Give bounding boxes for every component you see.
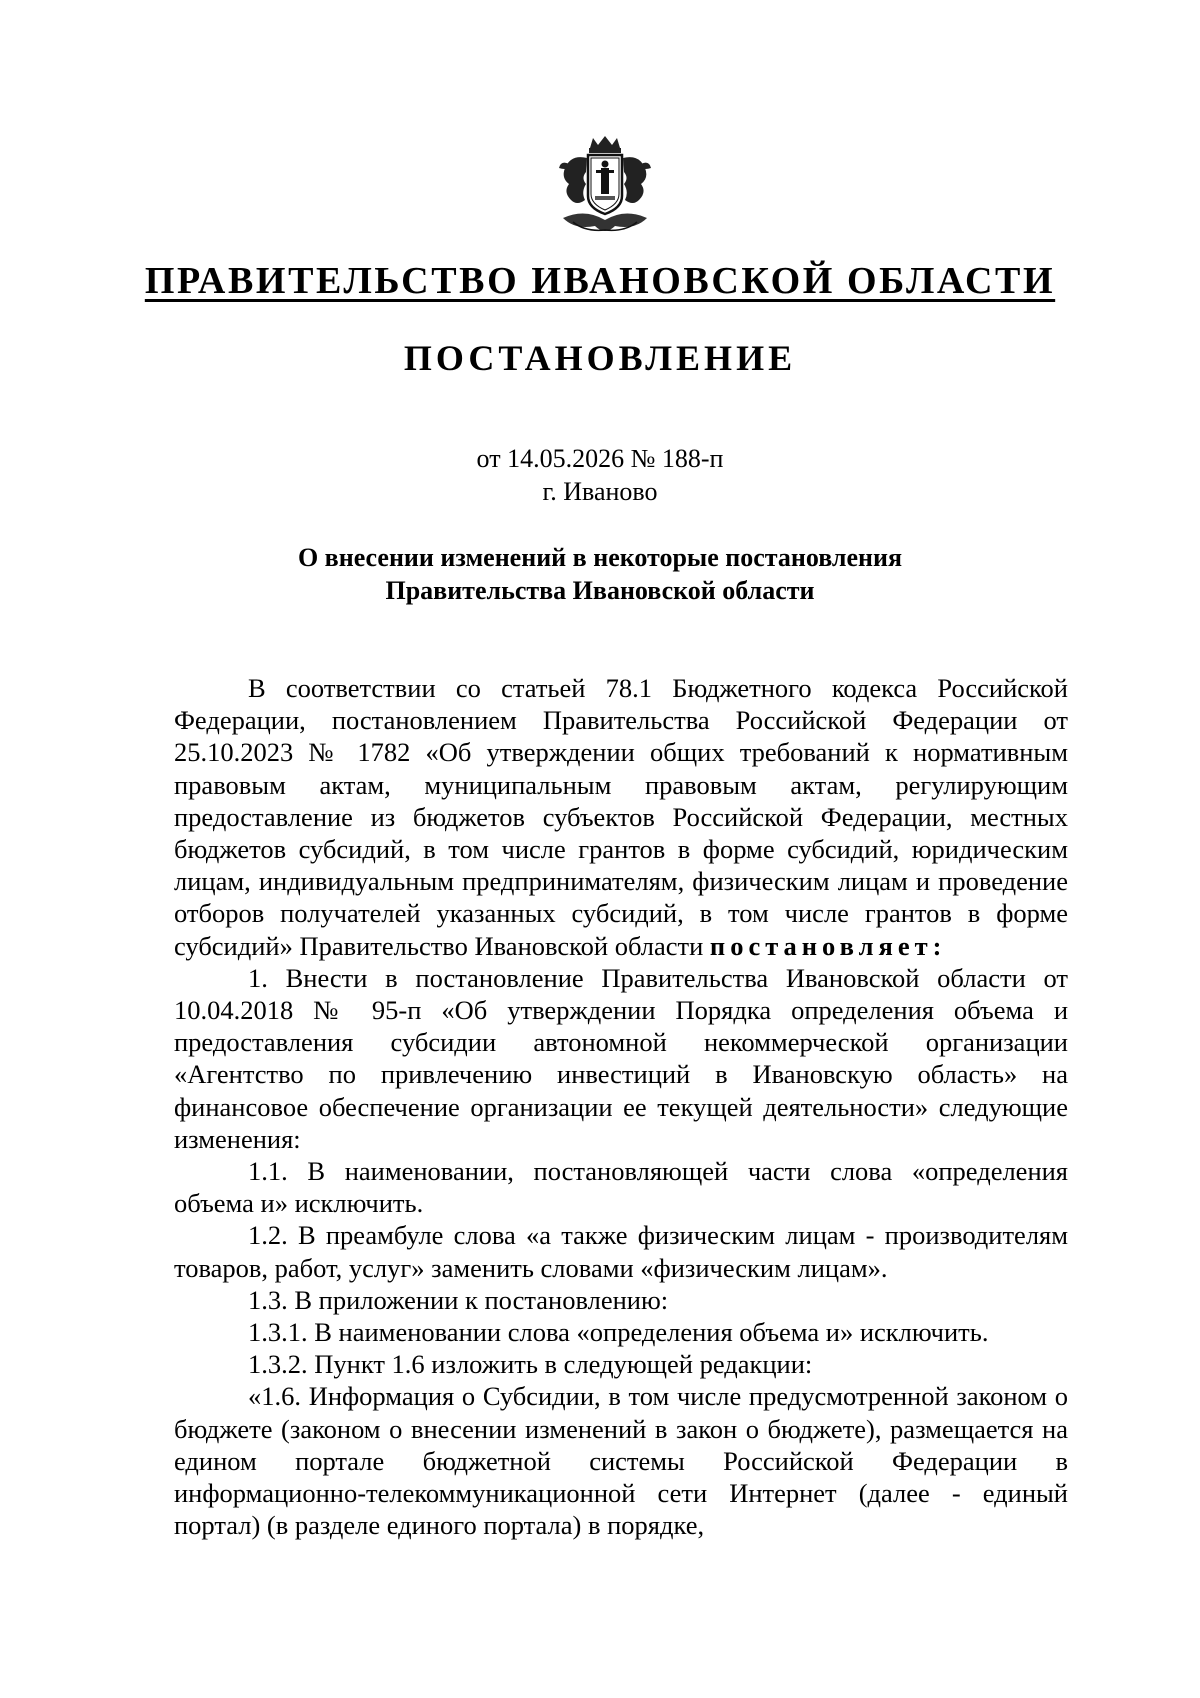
document-type: ПОСТАНОВЛЕНИЕ (403, 338, 797, 378)
document-body (174, 672, 1068, 1541)
decree-word: постановляет: (709, 930, 947, 961)
item-1-3-paragraph: 1.3. В приложении к постановлению: (248, 1284, 669, 1315)
item-1-3-1-paragraph: 1.3.1. В наименовании слова «определения объема и» исключить. (248, 1317, 989, 1348)
item-1-2-paragraph: 1.2. В преамбуле слова «а также физическим лицам - производителям товаров, работ, услуг» заменить словами «физическим лицам». (174, 1220, 1068, 1283)
item-1-6-paragraph: «1.6. Информация о Субсидии, в том числе предусмотренной законом о бюджете (законом о внесении изменений в закон о бюджете), размещается на едином портале бюджетной системы Российской Федерации в информационно-телекоммуникационной сети Интернет (далее - единый портал) (в разделе единого портала) в порядке, (174, 1381, 1068, 1541)
item-1-1-paragraph: 1.1. В наименовании, постановляющей части слова «определения объема и» исключить. (174, 1156, 1068, 1219)
document-date-number: от 14.05.2026 № 188-п (476, 444, 724, 473)
document-subject (0, 541, 1200, 607)
subject-line-2: Правительства Ивановской области (385, 576, 815, 605)
preamble-paragraph (174, 672, 1068, 962)
preamble-text: В соответствии со статьей 78.1 Бюджетного кодекса Российской Федерации, постановлением Правительства Российской Федерации от 25.10.2023 № 1782 «Об утверждении общих требований к нормативным правовым актам, муниципальным правовым актам, регулирующим предоставление из бюджетов субъектов Российской Федерации, местных бюджетов субсидий, в том числе грантов в форме субсидий, юридическим лицам, индивидуальным предпринимателям, физическим лицам и проведение отборов получателей указанных субсидий, в том числе грантов в форме субсидий» Правительство Ивановской области (174, 673, 1068, 961)
subject-line-1: О внесении изменений в некоторые постановления (297, 543, 903, 572)
organization-title: ПРАВИТЕЛЬСТВО ИВАНОВСКОЙ ОБЛАСТИ (144, 260, 1056, 302)
document-city: г. Иваново (542, 477, 658, 506)
ivanovo-coat-of-arms-icon (555, 134, 655, 240)
item-1-3-2-paragraph: 1.3.2. Пункт 1.6 изложить в следующей редакции: (248, 1349, 813, 1380)
item-1-paragraph: 1. Внести в постановление Правительства Ивановской области от 10.04.2018 № 95-п «Об утверждении Порядка определения объема и предоставления субсидии автономной некоммерческой организации «Агентство по привлечению инвестиций в Ивановскую область» на финансовое обеспечение организации ее текущей деятельности» следующие изменения: (174, 962, 1068, 1154)
